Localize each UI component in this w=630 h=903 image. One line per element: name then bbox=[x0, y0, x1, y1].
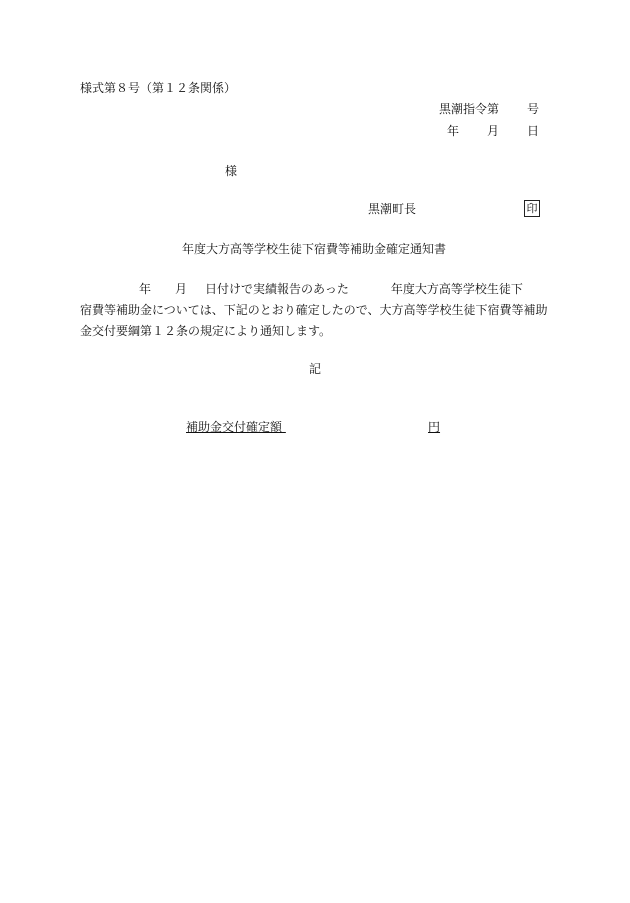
reference-number-line bbox=[439, 101, 539, 117]
addressee-honorific: 様 bbox=[225, 164, 238, 178]
body-line-1 bbox=[80, 279, 550, 300]
body-line-1-tail: 年度大方高等学校生徒下 bbox=[390, 282, 523, 296]
amount-label: 補助金交付確定額 bbox=[186, 420, 283, 434]
body-year: 年 bbox=[139, 282, 152, 296]
body-paragraph bbox=[80, 279, 550, 342]
body-month: 月 bbox=[175, 282, 188, 296]
ki-heading: 記 bbox=[309, 362, 322, 376]
amount-blank bbox=[282, 419, 428, 435]
date-year: 年 bbox=[446, 124, 459, 138]
body-line-1-text: 日付けで実績報告のあった bbox=[205, 282, 349, 296]
body-line-2: 宿費等補助金については、下記のとおり確定したので、大方高等学校生徒下宿費等補助 bbox=[80, 303, 548, 317]
issue-date-line bbox=[447, 123, 539, 139]
document-title: 年度大方高等学校生徒下宿費等補助金確定通知書 bbox=[182, 242, 447, 256]
reference-suffix: 号 bbox=[526, 102, 539, 116]
form-number: 様式第８号（第１２条関係） bbox=[80, 81, 237, 95]
date-month: 月 bbox=[486, 124, 499, 138]
date-day: 日 bbox=[526, 124, 539, 138]
reference-label: 黒潮指令第 bbox=[438, 102, 499, 116]
body-line-3: 金交付要綱第１２条の規定により通知します。 bbox=[80, 324, 332, 338]
amount-row bbox=[186, 419, 440, 435]
issuer-title: 黒潮町長 bbox=[368, 202, 417, 216]
amount-unit: 円 bbox=[428, 420, 441, 434]
seal-box: 印 bbox=[524, 200, 540, 217]
